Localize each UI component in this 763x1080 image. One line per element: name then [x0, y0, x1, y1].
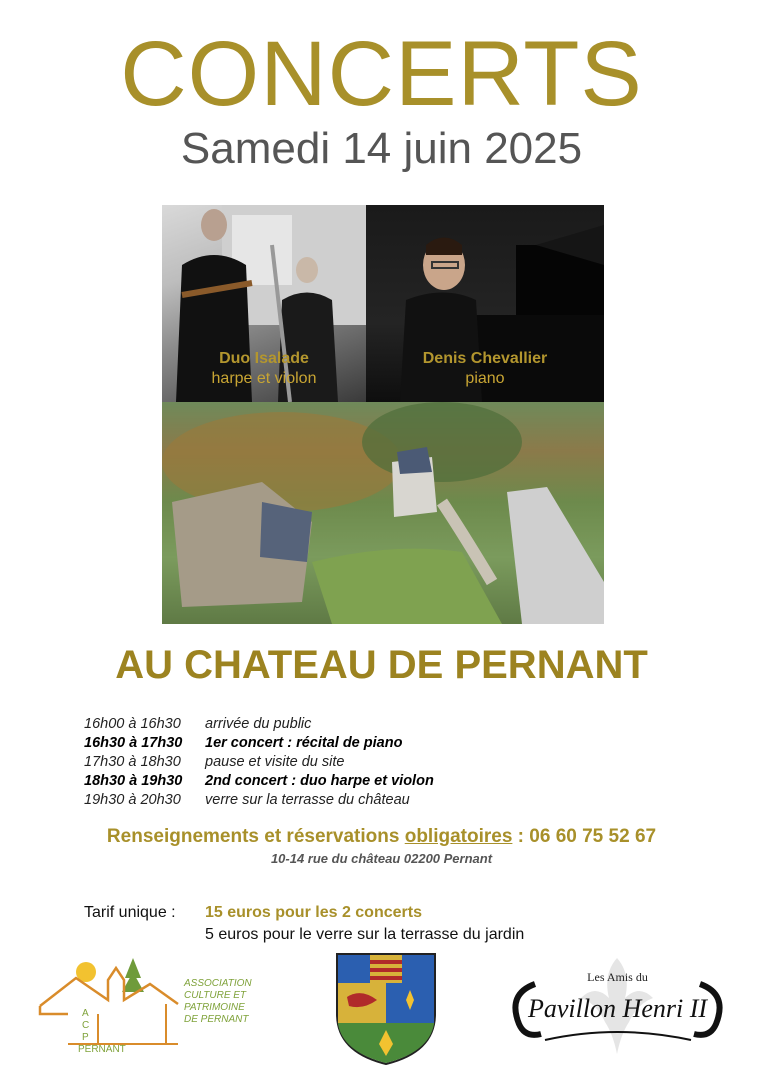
- shield-icon: [333, 952, 439, 1066]
- event-date: Samedi 14 juin 2025: [180, 124, 583, 173]
- schedule-time: 17h30 à 18h30: [84, 753, 181, 770]
- schedule-event: verre sur la terrasse du château: [205, 791, 410, 808]
- acp-logo-art: [38, 944, 188, 1060]
- amis-main-text: Pavillon Henri II: [527, 994, 708, 1023]
- duo-label: [162, 349, 366, 389]
- schedule-time: 16h30 à 17h30: [84, 734, 183, 751]
- pricing-drink: 5 euros pour le verre sur la terrasse du jardin: [205, 926, 525, 943]
- schedule-row: [84, 752, 684, 771]
- pricing-concerts: 15 euros pour les 2 concerts: [205, 904, 422, 921]
- piano-role: piano: [465, 370, 505, 387]
- acp-place: PERNANT: [78, 1044, 126, 1055]
- acp-letter-a: A: [82, 1008, 89, 1019]
- amis-pavillon-logo: [505, 954, 730, 1058]
- amis-top-text: Les Amis du: [587, 970, 648, 984]
- chateau-aerial-photo: [162, 402, 604, 624]
- schedule-event: 2nd concert : duo harpe et violon: [205, 772, 434, 789]
- acp-line: CULTURE ET: [184, 990, 247, 1001]
- poster-title: CONCERTS: [120, 23, 643, 125]
- acp-letter-c: C: [82, 1020, 90, 1031]
- reservation-mandatory: obligatoires: [404, 826, 513, 847]
- schedule-row: [84, 790, 684, 809]
- reservation-prefix: Renseignements et réservations: [106, 826, 405, 847]
- acp-line: ASSOCIATION: [184, 978, 252, 989]
- schedule-row: [84, 714, 684, 733]
- venue-title: AU CHATEAU DE PERNANT: [115, 643, 648, 687]
- schedule: [84, 714, 684, 809]
- acp-logo: [38, 944, 268, 1060]
- piano-label: [366, 349, 604, 389]
- schedule-event: 1er concert : récital de piano: [205, 734, 403, 751]
- acp-line: PATRIMOINE: [184, 1002, 245, 1013]
- duo-role: harpe et violon: [211, 370, 317, 387]
- schedule-event: pause et visite du site: [205, 753, 345, 770]
- schedule-time: 16h00 à 16h30: [84, 715, 181, 732]
- acp-letter-p: P: [82, 1032, 89, 1043]
- reservation-phone: : 06 60 75 52 67: [512, 826, 657, 847]
- coat-of-arms: [333, 952, 439, 1066]
- schedule-time: 19h30 à 20h30: [84, 791, 181, 808]
- reservation-info: [0, 826, 763, 848]
- acp-association-name: [184, 978, 252, 1026]
- schedule-row: [84, 733, 684, 752]
- pricing-label: Tarif unique :: [84, 904, 176, 921]
- duo-photo: [162, 205, 366, 402]
- chateau-aerial-art: [162, 402, 604, 624]
- schedule-time: 18h30 à 19h30: [84, 772, 183, 789]
- piano-name: Denis Chevallier: [422, 350, 548, 367]
- piano-photo: [366, 205, 604, 402]
- schedule-event: arrivée du public: [205, 715, 312, 732]
- schedule-row: [84, 771, 684, 790]
- duo-name: Duo Isalade: [219, 350, 309, 367]
- acp-line: DE PERNANT: [184, 1014, 249, 1025]
- venue-address: 10-14 rue du château 02200 Pernant: [270, 851, 493, 866]
